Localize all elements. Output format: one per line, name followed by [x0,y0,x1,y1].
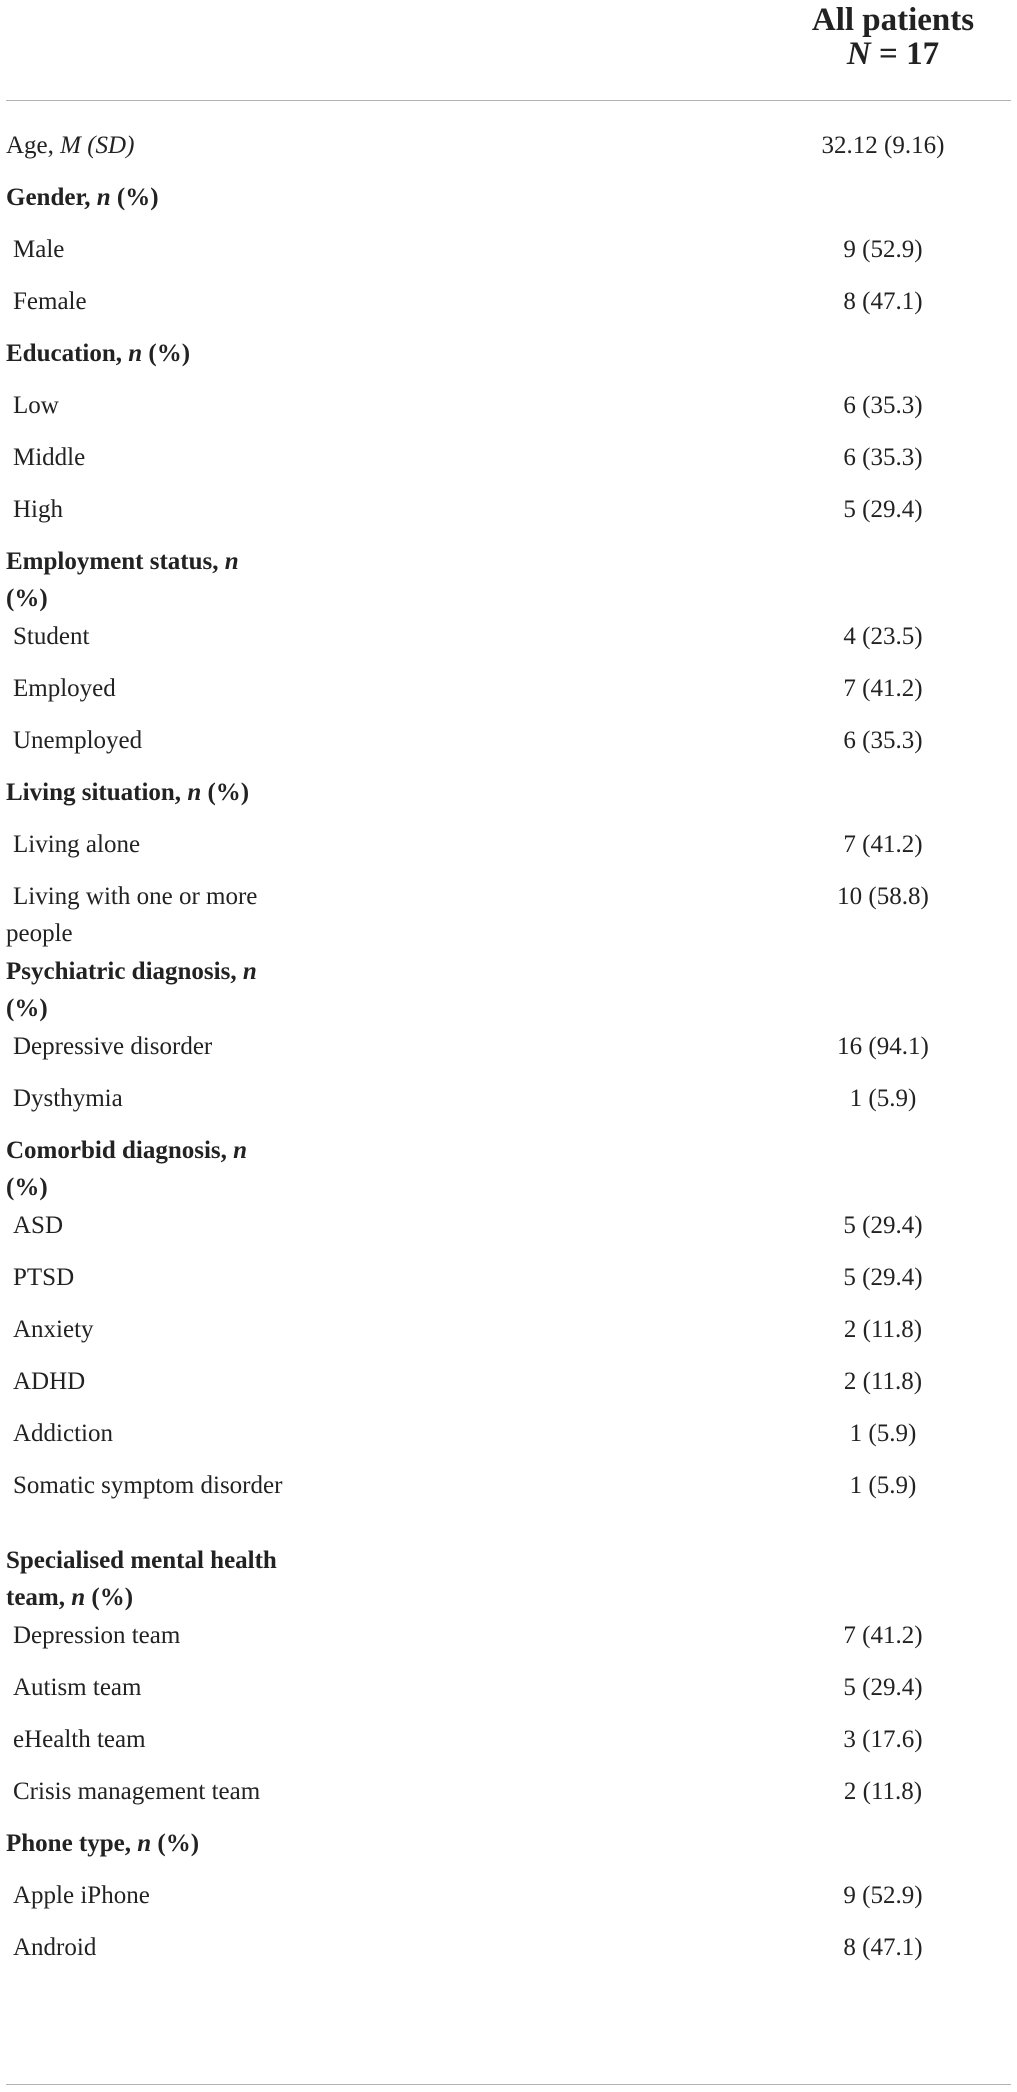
n-symbol: n [137,1830,152,1857]
n-symbol: n [71,1584,86,1611]
row-value: 2 (11.8) [843,1316,923,1343]
row-label [6,127,316,164]
row-value: 5 (29.4) [843,1264,923,1291]
row-value: 32.12 (9.16) [821,132,945,159]
row-label: Anxiety [13,1316,94,1343]
row-value: 2 (11.8) [843,1368,923,1395]
row-label: Low [13,392,59,419]
row-label: Depressive disorder [13,1033,213,1060]
n-value: = 17 [870,36,940,72]
section-header-gender [0,172,1017,224]
table-row [0,1922,1017,1974]
row-value: 5 (29.4) [843,1674,923,1701]
section-label-text: Phone type, [6,1830,138,1857]
row-label: Living with one or more people [6,883,258,947]
row-label [6,1542,316,1616]
table-row [0,611,1017,663]
row-label: Depression team [13,1622,181,1649]
section-header-specialised-team [0,1535,1017,1610]
table-row [0,1766,1017,1818]
row-label [6,335,316,372]
row-value: 6 (35.3) [843,727,923,754]
row-value: 6 (35.3) [843,444,923,471]
row-value: 5 (29.4) [843,1212,923,1239]
n-symbol: n [233,1137,248,1164]
section-header-comorbid-diagnosis [0,1125,1017,1200]
table-row-age [0,120,1017,172]
section-label-text: Living situation, [6,779,188,806]
row-label: High [13,496,63,523]
row-value: 2 (11.8) [843,1778,923,1805]
table-row [0,224,1017,276]
row-label [6,774,316,811]
row-label: Dysthymia [13,1085,123,1112]
n-symbol: n [242,958,257,985]
row-label [6,543,316,617]
table-row [0,380,1017,432]
table-row [0,276,1017,328]
percent-symbol: (%) [110,184,159,211]
percent-symbol: (%) [6,995,48,1022]
n-symbol: n [128,340,143,367]
table-row [0,1870,1017,1922]
row-label: ADHD [13,1368,86,1395]
stat-sd-symbol: (SD) [87,132,135,159]
n-symbol: n [187,779,202,806]
row-label: Living alone [13,831,141,858]
row-label: Female [13,288,87,315]
row-value: 8 (47.1) [843,1934,923,1961]
age-label-text: Age, [6,132,61,159]
table-row [0,1200,1017,1252]
demographics-table [0,120,1017,1974]
row-label [6,1132,316,1206]
table-row [0,871,1017,946]
table-row [0,1610,1017,1662]
table-row [0,1662,1017,1714]
section-header-psychiatric-diagnosis [0,946,1017,1021]
percent-symbol: (%) [151,1830,200,1857]
row-label [6,179,316,216]
row-value: 1 (5.9) [849,1420,917,1447]
row-value: 7 (41.2) [843,831,923,858]
percent-symbol: (%) [142,340,191,367]
section-header-employment [0,536,1017,611]
row-value: 7 (41.2) [843,675,923,702]
row-label: Autism team [13,1674,142,1701]
row-value: 7 (41.2) [843,1622,923,1649]
section-label-text: Specialised mental health team, [6,1547,277,1611]
section-label-text: Gender, [6,184,97,211]
row-value: 1 (5.9) [849,1472,917,1499]
section-label-text: Employment status, [6,548,225,575]
table-row [0,1073,1017,1125]
row-label: Android [13,1934,97,1961]
section-label-text: Education, [6,340,129,367]
row-label: Male [13,236,65,263]
table-row [0,1021,1017,1073]
row-value: 16 (94.1) [837,1033,929,1060]
row-label: Apple iPhone [13,1882,150,1909]
section-header-education [0,328,1017,380]
percent-symbol: (%) [85,1584,134,1611]
column-header-n [783,37,1003,71]
table-row [0,1408,1017,1460]
table-row [0,663,1017,715]
row-value: 9 (52.9) [843,1882,923,1909]
row-value: 1 (5.9) [849,1085,917,1112]
row-value: 6 (35.3) [843,392,923,419]
row-label: Addiction [13,1420,113,1447]
row-label: ASD [13,1212,64,1239]
percent-symbol: (%) [6,585,48,612]
row-value: 10 (58.8) [837,883,929,910]
table-row [0,1460,1017,1535]
section-label-text: Comorbid diagnosis, [6,1137,234,1164]
column-header-title: All patients [811,2,975,38]
row-value: 5 (29.4) [843,496,923,523]
row-label: PTSD [13,1264,75,1291]
table-row [0,484,1017,536]
table-row [0,1304,1017,1356]
row-value: 3 (17.6) [843,1726,923,1753]
section-header-phone-type [0,1818,1017,1870]
row-label: Student [13,623,90,650]
percent-symbol: (%) [6,1174,48,1201]
row-value: 4 (23.5) [843,623,923,650]
section-label-text: Psychiatric diagnosis, [6,958,243,985]
row-label: eHealth team [13,1726,146,1753]
row-value: 9 (52.9) [843,236,923,263]
row-label: Employed [13,675,116,702]
n-symbol: n [224,548,239,575]
table-row [0,1252,1017,1304]
table-row [0,432,1017,484]
row-value: 8 (47.1) [843,288,923,315]
percent-symbol: (%) [201,779,250,806]
stat-mean-symbol: M [60,132,81,159]
table-bottom-rule [6,2084,1011,2085]
row-label: Middle [13,444,86,471]
n-symbol: N [846,36,871,72]
row-label: Somatic symptom disorder [13,1472,283,1499]
row-label: Crisis management team [13,1778,261,1805]
row-label [6,953,316,1027]
table-row [0,715,1017,767]
table-top-rule [6,100,1011,101]
row-label [6,1825,316,1862]
table-row [0,1714,1017,1766]
table-row [0,1356,1017,1408]
column-header-all-patients [783,0,1003,71]
n-symbol: n [96,184,111,211]
section-header-living-situation [0,767,1017,819]
table-row [0,819,1017,871]
row-label: Unemployed [13,727,143,754]
